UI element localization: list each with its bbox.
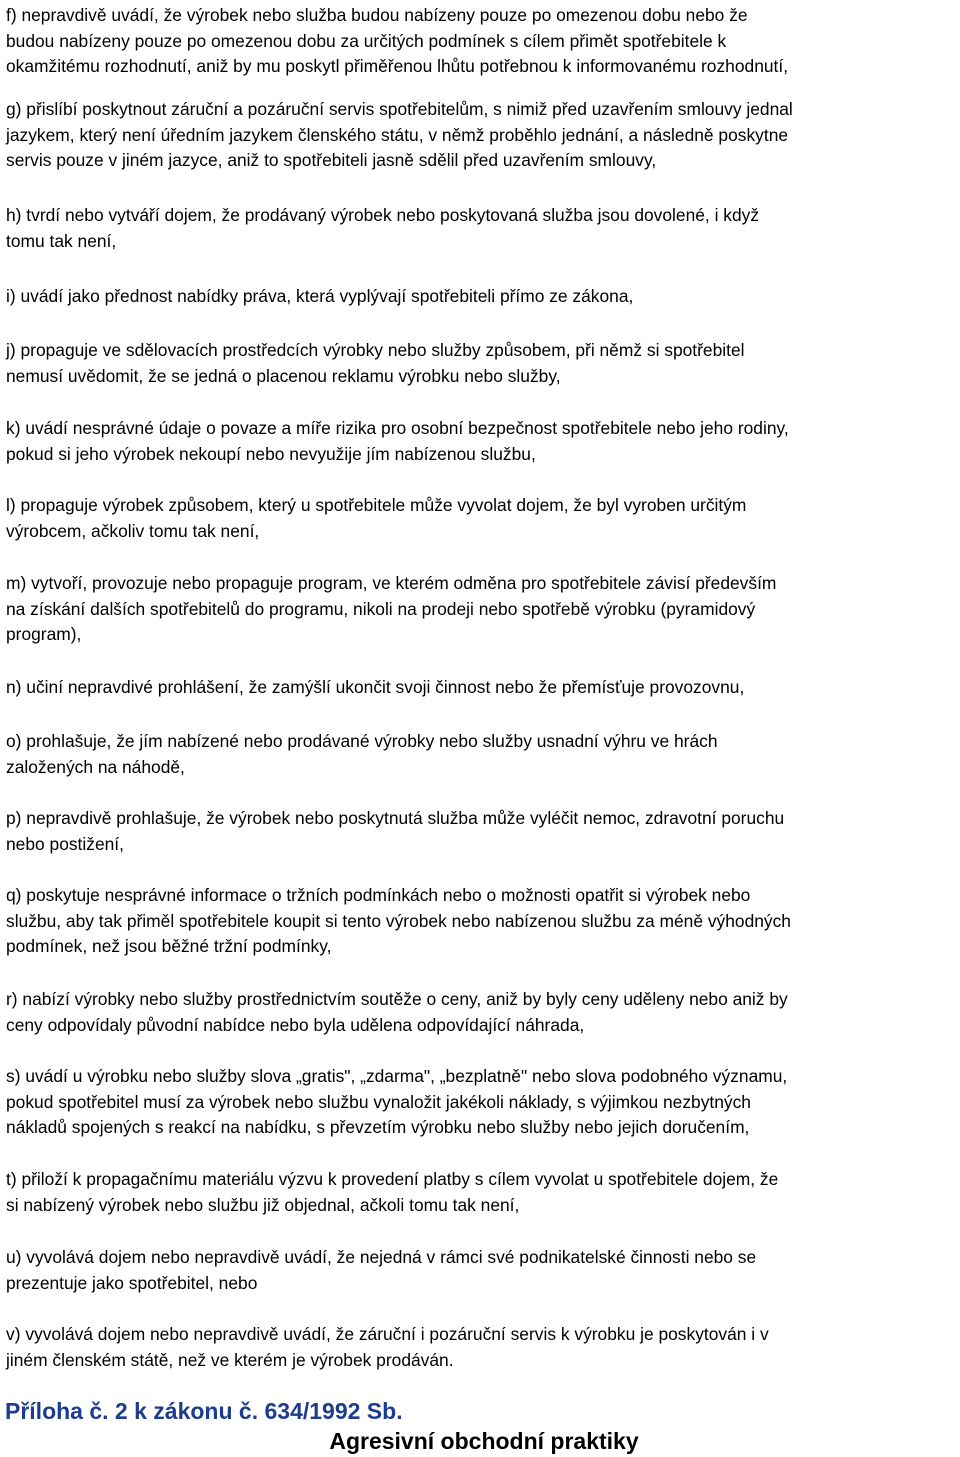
paragraph-m: m) vytvoří, provozuje nebo propaguje program, ve kterém odměna pro spotřebitele závisí především na získání dalších spotřebitelů do programu, nikoli na prodeji nebo spotřebě výrobku (pyramidový program),: [6, 573, 777, 645]
paragraph-l: l) propaguje výrobek způsobem, který u spotřebitele může vyvolat dojem, že byl vyroben určitým výrobcem, ačkoliv tomu tak není,: [6, 495, 747, 541]
paragraph-i: i) uvádí jako přednost nabídky práva, která vyplývají spotřebiteli přímo ze zákona,: [6, 286, 634, 306]
annex-heading: Příloha č. 2 k zákonu č. 634/1992 Sb.: [5, 1398, 403, 1424]
paragraph-o: o) prohlašuje, že jím nabízené nebo prodávané výrobky nebo služby usnadní výhru ve hrách založených na náhodě,: [6, 731, 718, 777]
paragraph-g: g) přislíbí poskytnout záruční a pozáruční servis spotřebitelům, s nimiž před uzavřením smlouvy jednal jazykem, který není úředním jazykem členského státu, v němž proběhlo jednání, a následně poskytne servis pouze v jiném jazyce, aniž to spotřebiteli jasně sdělil před uzavřením smlouvy,: [6, 99, 793, 171]
paragraph-v: v) vyvolává dojem nebo nepravdivě uvádí, že záruční i pozáruční servis k výrobku je poskytován i v jiném členském státě, než ve kterém je výrobek prodáván.: [6, 1324, 769, 1370]
paragraph-u: u) vyvolává dojem nebo nepravdivě uvádí, že nejedná v rámci své podnikatelské činnosti nebo se prezentuje jako spotřebitel, nebo: [6, 1247, 757, 1293]
paragraph-r: r) nabízí výrobky nebo služby prostřednictvím soutěže o ceny, aniž by byly ceny uděleny nebo aniž by ceny odpovídaly původní nabídce nebo byla udělena odpovídající náhrada,: [6, 989, 788, 1035]
paragraph-j: j) propaguje ve sdělovacích prostředcích výrobky nebo služby způsobem, při němž si spotřebitel nemusí uvědomit, že se jedná o placenou reklamu výrobku nebo služby,: [6, 340, 745, 386]
paragraph-k: k) uvádí nesprávné údaje o povaze a míře rizika pro osobní bezpečnost spotřebitele nebo jeho rodiny, pokud si jeho výrobek nekoupí nebo nevyužije jím nabízenou službu,: [6, 418, 789, 464]
paragraph-p: p) nepravdivě prohlašuje, že výrobek nebo poskytnutá služba může vyléčit nemoc, zdravotní poruchu nebo postižení,: [6, 808, 785, 854]
paragraph-f: f) nepravdivě uvádí, že výrobek nebo služba budou nabízeny pouze po omezenou dobu nebo že budou nabízeny pouze po omezenou dobu za určitých podmínek s cílem přimět spotřebitele k okamžitému rozhodnutí, aniž by mu poskytl přiměřenou lhůtu potřebnou k informovanému rozhodnutí,: [6, 5, 789, 77]
paragraph-q: q) poskytuje nesprávné informace o tržních podmínkách nebo o možnosti opatřit si výrobek nebo službu, aby tak přiměl spotřebitele koupit si tento výrobek nebo nabízenou službu za méně výhodných podmínek, než jsou běžné tržní podmínky,: [6, 885, 791, 957]
paragraph-h: h) tvrdí nebo vytváří dojem, že prodávaný výrobek nebo poskytovaná služba jsou dovolené, i když tomu tak není,: [6, 205, 760, 251]
paragraph-n: n) učiní nepravdivé prohlášení, že zamýšlí ukončit svoji činnost nebo že přemísťuje provozovnu,: [6, 677, 745, 697]
annex-subheading: Agresivní obchodní praktiky: [329, 1428, 639, 1454]
paragraph-s: s) uvádí u výrobku nebo služby slova „gratis", „zdarma", „bezplatně" nebo slova podobného významu, pokud spotřebitel musí za výrobek nebo službu vynaložit jakékoli náklady, s výjimkou nezbytných nákladů spojených s reakcí na nabídku, s převzetím výrobku nebo služby nebo jejich doručením,: [6, 1066, 788, 1138]
paragraph-t: t) přiloží k propagačnímu materiálu výzvu k provedení platby s cílem vyvolat u spotřebitele dojem, že si nabízený výrobek nebo službu již objednal, ačkoli tomu tak není,: [6, 1169, 779, 1215]
